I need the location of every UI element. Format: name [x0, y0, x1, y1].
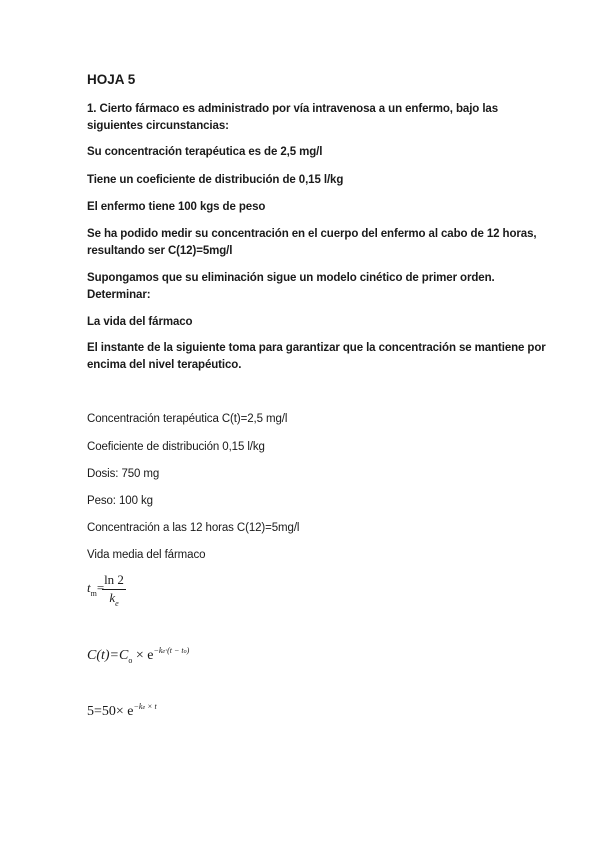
data-distribution-coefficient: Coeficiente de distribución 0,15 l/kg	[87, 441, 265, 453]
problem-statement-line-1: 1. Cierto fármaco es administrado por vía intravenosa a un enfermo, bajo las	[87, 103, 498, 115]
data-weight: Peso: 100 kg	[87, 495, 153, 507]
condition-distribution-coefficient: Tiene un coeficiente de distribución de 0,15 l/kg	[87, 174, 344, 186]
data-dose: Dosis: 750 mg	[87, 468, 160, 480]
question-next-dose-line-1: El instante de la siguiente toma para garantizar que la concentración se mantiene por	[87, 342, 546, 354]
model-assumption-line-2: Determinar:	[87, 289, 151, 301]
question-half-life: La vida del fármaco	[87, 316, 193, 328]
model-assumption-line-1: Supongamos que su eliminación sigue un modelo cinético de primer orden.	[87, 272, 495, 284]
condition-measurement-line-1: Se ha podido medir su concentración en el cuerpo del enfermo al cabo de 12 horas,	[87, 228, 537, 240]
question-next-dose-line-2: encima del nivel terapéutico.	[87, 359, 242, 371]
formula-half-life-lhs: $t_m=$	[87, 580, 105, 598]
data-concentration-12h: Concentración a las 12 horas C(12)=5mg/l	[87, 522, 300, 534]
condition-patient-weight: El enfermo tiene 100 kgs de peso	[87, 201, 266, 213]
formula-concentration-decay: $C(t)=C_o \times e^{-ke\cdot(t - to)}$	[87, 646, 190, 665]
formula-half-life-denominator: $k_e$	[109, 590, 119, 608]
sheet-title: HOJA 5	[87, 72, 136, 87]
condition-therapeutic-concentration: Su concentración terapéutica es de 2,5 mg/l	[87, 146, 323, 158]
half-life-label: Vida media del fármaco	[87, 549, 206, 561]
problem-statement-line-2: siguientes circunstancias:	[87, 120, 229, 132]
formula-half-life-fraction	[102, 572, 126, 608]
formula-substitution: $5=50\times e^{-ke \times t}$	[87, 702, 157, 719]
condition-measurement-line-2: resultando ser C(12)=5mg/l	[87, 245, 233, 257]
data-therapeutic-concentration: Concentración terapéutica C(t)=2,5 mg/l	[87, 413, 288, 425]
formula-half-life-numerator: ln 2	[102, 572, 126, 590]
